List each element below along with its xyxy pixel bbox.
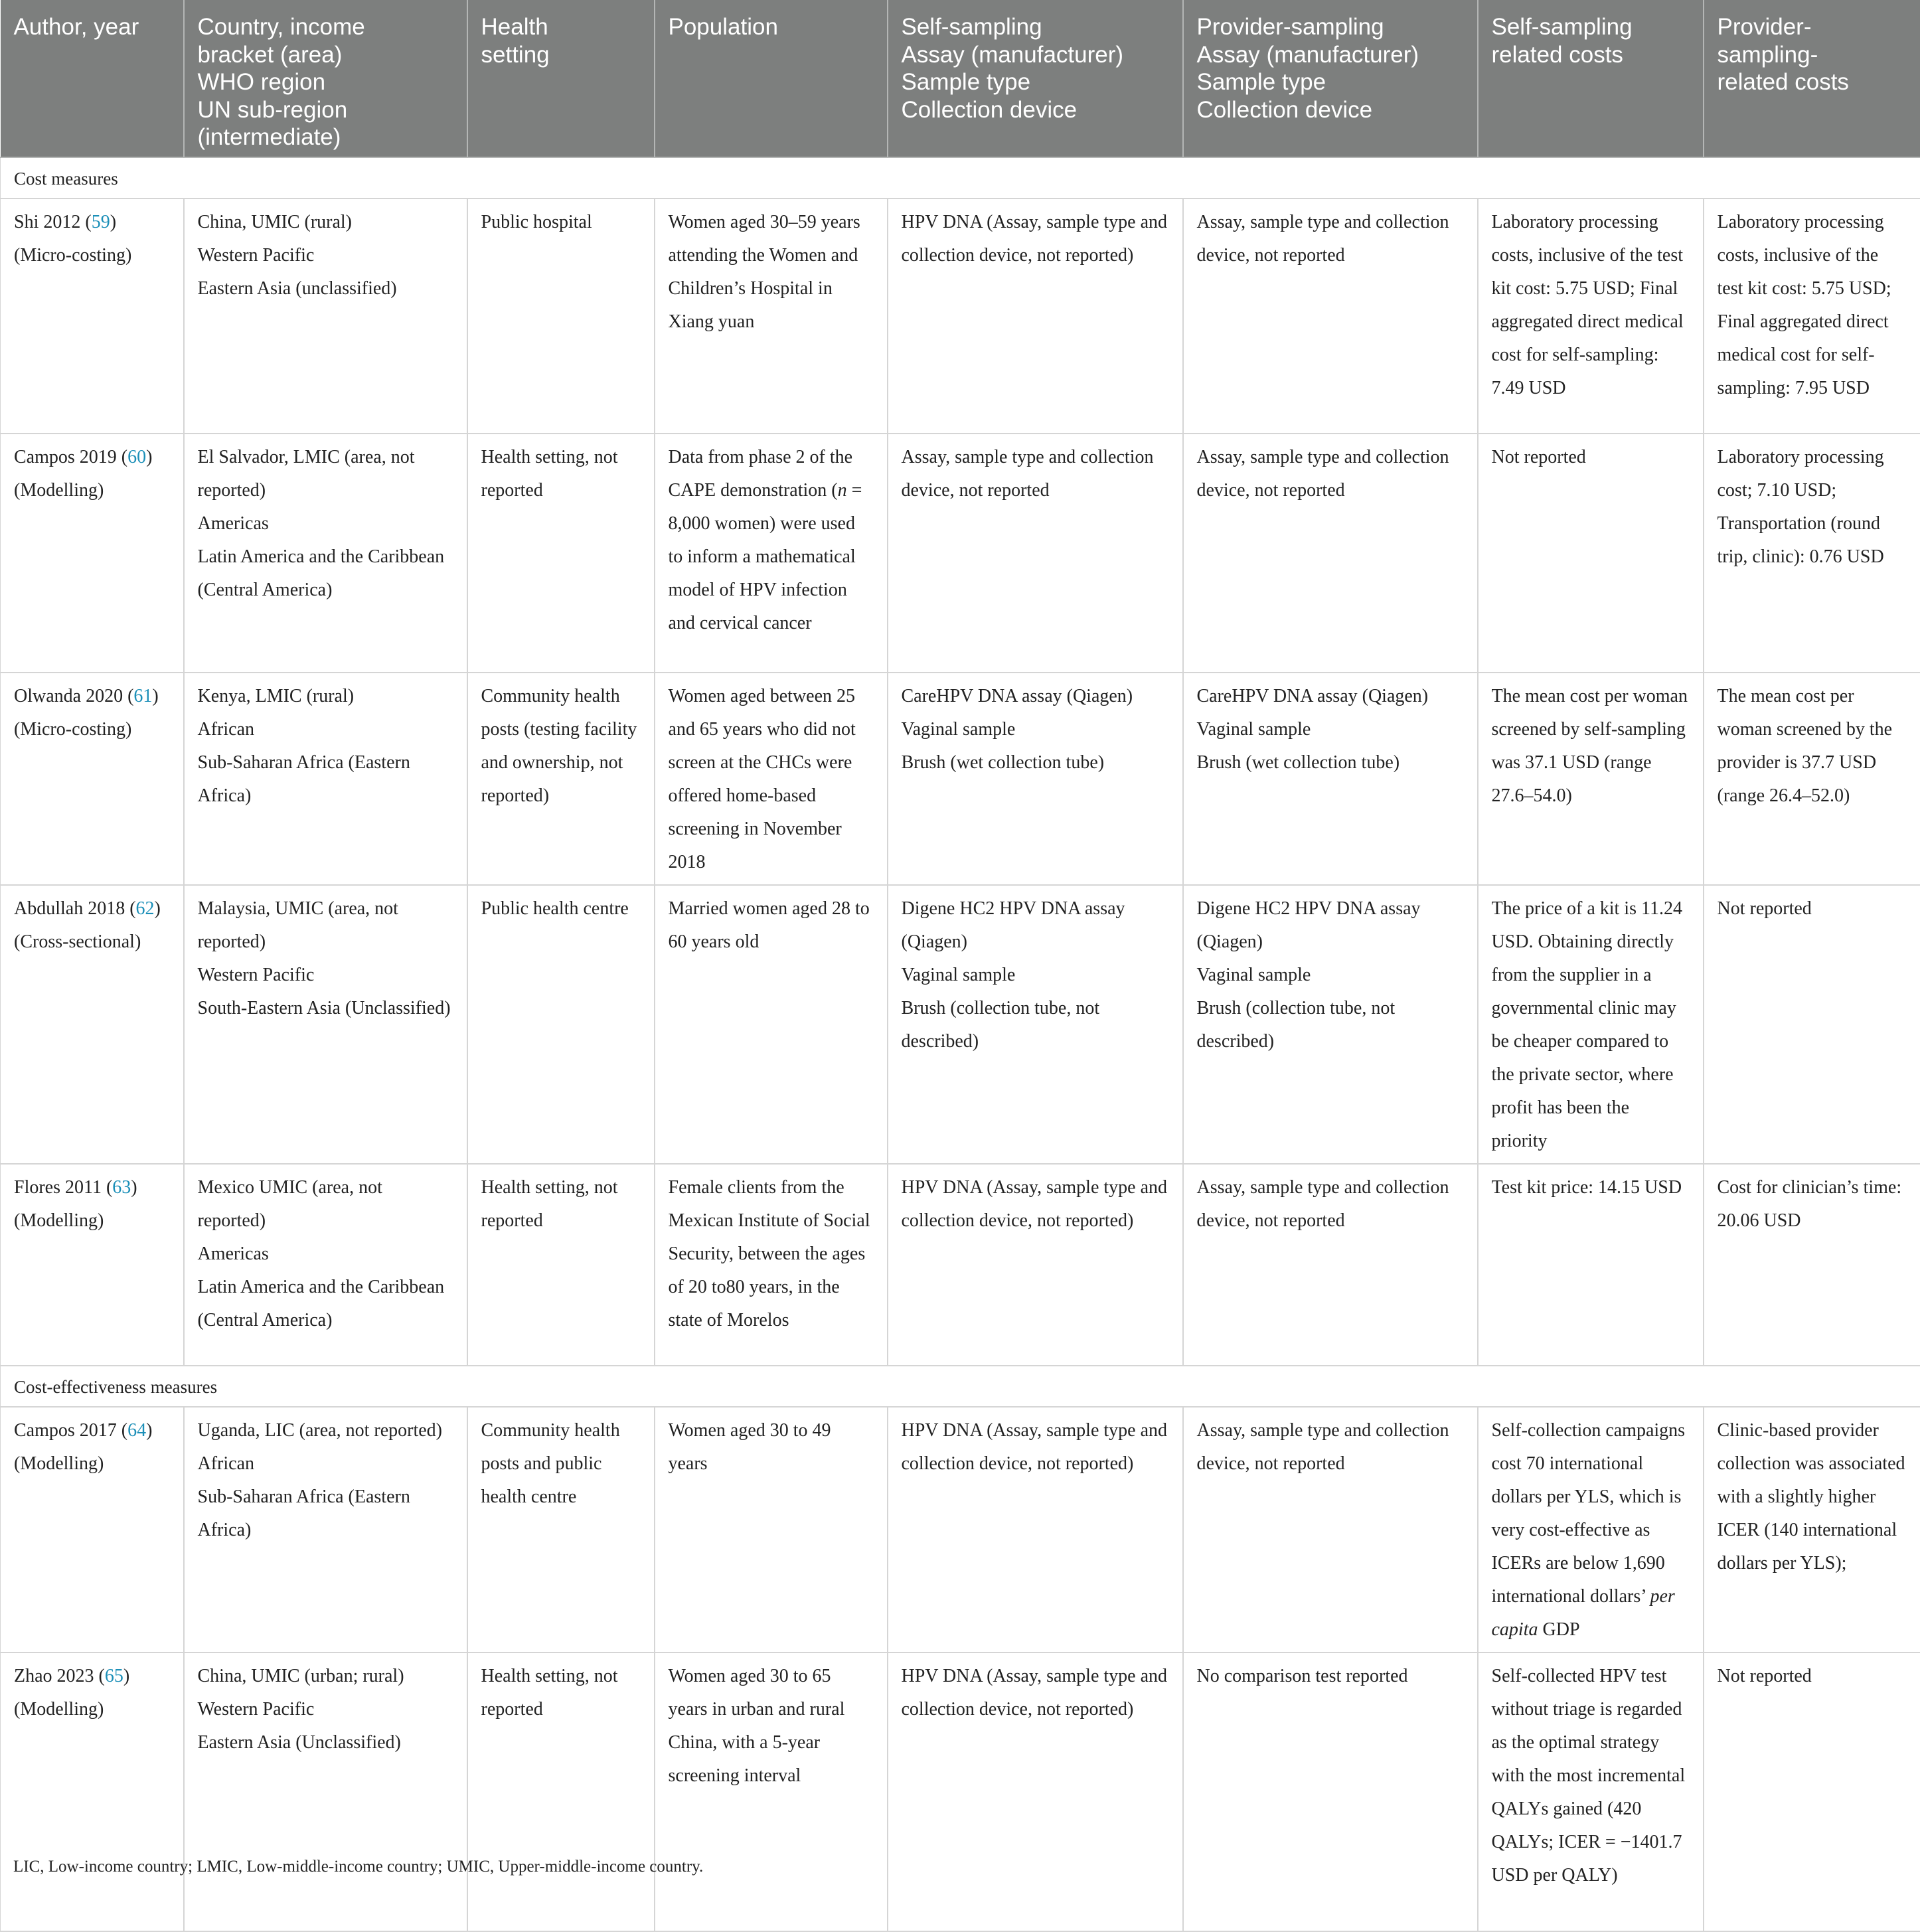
table-row xyxy=(1,199,1920,434)
cell-self-assay: Digene HC2 HPV DNA assay (Qiagen) Vaginal sample Brush (collection tube, not described) xyxy=(888,885,1183,1164)
cell-provider-cost: The mean cost per woman screened by the provider is 37.7 USD (range 26.4–52.0) xyxy=(1704,673,1920,885)
cell-population: Women aged 30–59 years attending the Women and Children’s Hospital in Xiang yuan xyxy=(655,199,888,434)
cell-provider-assay: Assay, sample type and collection device, not reported xyxy=(1183,434,1478,673)
cell-setting: Public health centre xyxy=(467,885,655,1164)
section-title: Cost-effectiveness measures xyxy=(1,1366,1920,1407)
cell-provider-assay: Assay, sample type and collection device, not reported xyxy=(1183,1164,1478,1366)
table-row xyxy=(1,1407,1920,1652)
reference-link[interactable]: 65 xyxy=(105,1666,123,1686)
cell-provider-assay: CareHPV DNA assay (Qiagen) Vaginal sample Brush (wet collection tube) xyxy=(1183,673,1478,885)
cell-country: China, UMIC (urban; rural) Western Pacific Eastern Asia (Unclassified) xyxy=(184,1652,467,1931)
cell-setting: Health setting, not reported xyxy=(467,434,655,673)
cell-author: Zhao 2023 (65) (Modelling) xyxy=(1,1652,184,1931)
cell-self-assay: HPV DNA (Assay, sample type and collection device, not reported) xyxy=(888,1652,1183,1931)
cell-population: Data from phase 2 of the CAPE demonstration (n = 8,000 women) were used to inform a mathematical model of HPV infection and cervical cancer xyxy=(655,434,888,673)
header-health-setting: Health setting xyxy=(467,0,655,157)
cell-self-assay: CareHPV DNA assay (Qiagen) Vaginal sample Brush (wet collection tube) xyxy=(888,673,1183,885)
cell-provider-cost: Not reported xyxy=(1704,1652,1920,1931)
reference-link[interactable]: 60 xyxy=(127,447,146,467)
cell-self-assay: HPV DNA (Assay, sample type and collection device, not reported) xyxy=(888,1407,1183,1652)
cell-country: Mexico UMIC (area, not reported) Americas Latin America and the Caribbean (Central America) xyxy=(184,1164,467,1366)
cell-provider-cost: Cost for clinician’s time: 20.06 USD xyxy=(1704,1164,1920,1366)
section-title: Cost measures xyxy=(1,157,1920,199)
cell-population: Women aged between 25 and 65 years who did not screen at the CHCs were offered home-based screening in November 2018 xyxy=(655,673,888,885)
cell-self-cost: The price of a kit is 11.24 USD. Obtaining directly from the supplier in a governmental clinic may be cheaper compared to the private sector, where profit has been the priority xyxy=(1478,885,1704,1164)
cell-author: Campos 2017 (64) (Modelling) xyxy=(1,1407,184,1652)
header-self-sampling-costs: Self-sampling related costs xyxy=(1478,0,1704,157)
header-provider-sampling-costs: Provider- sampling- related costs xyxy=(1704,0,1920,157)
cell-author: Olwanda 2020 (61) (Micro-costing) xyxy=(1,673,184,885)
cell-setting: Health setting, not reported xyxy=(467,1164,655,1366)
table-footnote: LIC, Low-income country; LMIC, Low-middle-income country; UMIC, Upper-middle-income country. xyxy=(13,1858,703,1876)
cell-self-assay: Assay, sample type and collection device, not reported xyxy=(888,434,1183,673)
cell-population: Women aged 30 to 49 years xyxy=(655,1407,888,1652)
cell-self-assay: HPV DNA (Assay, sample type and collection device, not reported) xyxy=(888,1164,1183,1366)
cell-country: Malaysia, UMIC (area, not reported) Western Pacific South-Eastern Asia (Unclassified) xyxy=(184,885,467,1164)
header-self-sampling: Self-sampling Assay (manufacturer) Sample type Collection device xyxy=(888,0,1183,157)
section-row-cost-measures xyxy=(1,157,1920,199)
cell-provider-assay: Assay, sample type and collection device, not reported xyxy=(1183,199,1478,434)
cell-provider-assay: Assay, sample type and collection device, not reported xyxy=(1183,1407,1478,1652)
cell-setting: Community health posts (testing facility and ownership, not reported) xyxy=(467,673,655,885)
cell-setting: Health setting, not reported xyxy=(467,1652,655,1931)
cell-self-cost: Laboratory processing costs, inclusive of the test kit cost: 5.75 USD; Final aggregated direct medical cost for self-sampling: 7.49 USD xyxy=(1478,199,1704,434)
cell-setting: Public hospital xyxy=(467,199,655,434)
cell-setting: Community health posts and public health centre xyxy=(467,1407,655,1652)
cell-self-cost: Self-collected HPV test without triage is regarded as the optimal strategy with the most incremental QALYs gained (420 QALYs; ICER = −1401.7 USD per QALY) xyxy=(1478,1652,1704,1931)
cell-self-cost: The mean cost per woman screened by self-sampling was 37.1 USD (range 27.6–54.0) xyxy=(1478,673,1704,885)
cell-author: Campos 2019 (60) (Modelling) xyxy=(1,434,184,673)
header-row xyxy=(1,0,1920,157)
cell-author: Shi 2012 (59) (Micro-costing) xyxy=(1,199,184,434)
table-row xyxy=(1,885,1920,1164)
table-row xyxy=(1,1164,1920,1366)
reference-link[interactable]: 64 xyxy=(127,1420,146,1441)
header-provider-sampling: Provider-sampling Assay (manufacturer) Sample type Collection device xyxy=(1183,0,1478,157)
cell-author: Abdullah 2018 (62) (Cross-sectional) xyxy=(1,885,184,1164)
cell-provider-cost: Not reported xyxy=(1704,885,1920,1164)
reference-link[interactable]: 59 xyxy=(92,212,110,232)
table-row xyxy=(1,434,1920,673)
header-country: Country, income bracket (area) WHO region UN sub-region (intermediate) xyxy=(184,0,467,157)
cell-author: Flores 2011 (63) (Modelling) xyxy=(1,1164,184,1366)
cell-provider-cost: Clinic-based provider collection was associated with a slightly higher ICER (140 international dollars per YLS); xyxy=(1704,1407,1920,1652)
reference-link[interactable]: 63 xyxy=(112,1177,131,1198)
cell-self-cost: Test kit price: 14.15 USD xyxy=(1478,1164,1704,1366)
cell-population: Married women aged 28 to 60 years old xyxy=(655,885,888,1164)
header-population: Population xyxy=(655,0,888,157)
section-row-cost-effectiveness xyxy=(1,1366,1920,1407)
cell-provider-assay: No comparison test reported xyxy=(1183,1652,1478,1931)
cell-self-cost: Self-collection campaigns cost 70 international dollars per YLS, which is very cost-effective as ICERs are below 1,690 international dollars’ per capita GDP xyxy=(1478,1407,1704,1652)
cell-population: Female clients from the Mexican Institute of Social Security, between the ages of 20 to80 years, in the state of Morelos xyxy=(655,1164,888,1366)
reference-link[interactable]: 62 xyxy=(136,898,155,919)
cell-provider-assay: Digene HC2 HPV DNA assay (Qiagen) Vaginal sample Brush (collection tube, not described) xyxy=(1183,885,1478,1164)
reference-link[interactable]: 61 xyxy=(133,686,152,706)
cell-provider-cost: Laboratory processing cost; 7.10 USD; Transportation (round trip, clinic): 0.76 USD xyxy=(1704,434,1920,673)
cell-country: Uganda, LIC (area, not reported) African Sub-Saharan Africa (Eastern Africa) xyxy=(184,1407,467,1652)
table-row xyxy=(1,673,1920,885)
cell-country: Kenya, LMIC (rural) African Sub-Saharan Africa (Eastern Africa) xyxy=(184,673,467,885)
cell-country: China, UMIC (rural) Western Pacific Eastern Asia (unclassified) xyxy=(184,199,467,434)
cell-self-assay: HPV DNA (Assay, sample type and collection device, not reported) xyxy=(888,199,1183,434)
cell-self-cost: Not reported xyxy=(1478,434,1704,673)
header-author-year: Author, year xyxy=(1,0,184,157)
cell-provider-cost: Laboratory processing costs, inclusive of the test kit cost: 5.75 USD; Final aggregated direct medical cost for self-sampling: 7.95 USD xyxy=(1704,199,1920,434)
cell-country: El Salvador, LMIC (area, not reported) Americas Latin America and the Caribbean (Central America) xyxy=(184,434,467,673)
cell-population: Women aged 30 to 65 years in urban and rural China, with a 5-year screening interval xyxy=(655,1652,888,1931)
table-row xyxy=(1,1652,1920,1931)
